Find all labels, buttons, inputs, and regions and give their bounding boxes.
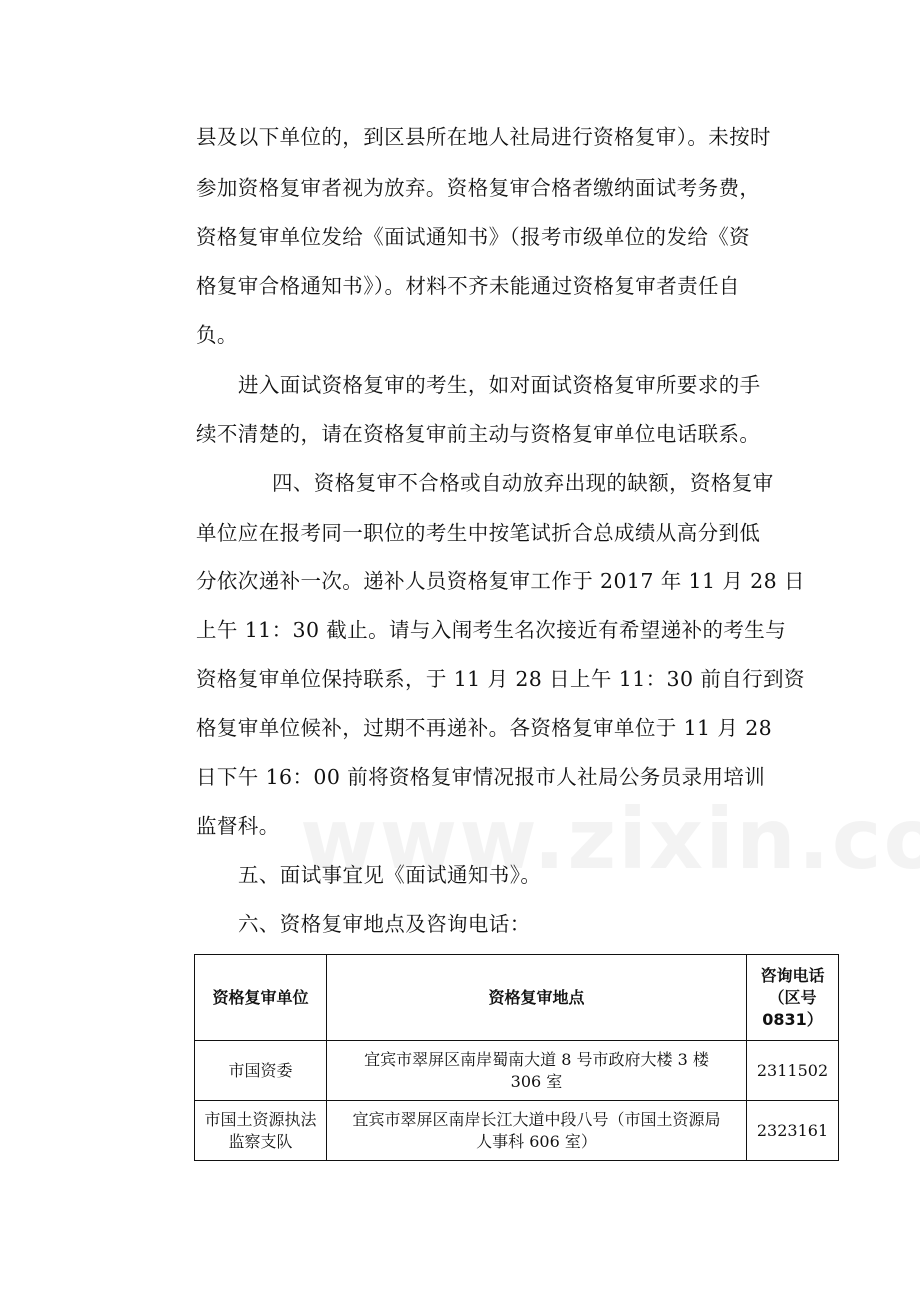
header-unit: 资格复审单位: [195, 955, 327, 1041]
row-2-phone: 2323161: [747, 1101, 839, 1161]
row-1-address-line-2: 306 室: [510, 1071, 563, 1091]
row-2-address-line-1: 宜宾市翠屏区南岸长江大道中段八号（市国土资源局: [352, 1109, 721, 1129]
paragraph-1-line-5: 负。: [196, 323, 238, 347]
header-phone: [747, 955, 839, 1041]
row-2-unit-line-1: 市国土资源执法: [204, 1109, 317, 1129]
paragraph-1-line-3: 资格复审单位发给《面试通知书》（报考市级单位的发给《资: [196, 225, 751, 249]
row-2-unit-line-2: 监察支队: [228, 1131, 293, 1151]
row-1-address-line-1: 宜宾市翠屏区南岸蜀南大道 8 号市政府大楼 3 楼: [364, 1049, 709, 1069]
header-address: 资格复审地点: [327, 955, 747, 1041]
paragraph-1-line-1: 县及以下单位的，到区县所在地人社局进行资格复审）。未按时: [196, 125, 771, 149]
paragraph-2-line-1: 进入面试资格复审的考生，如对面试资格复审所要求的手: [238, 373, 761, 397]
paragraph-3-line-3: 分依次递补一次。递补人员资格复审工作于 2017 年 11 月 28 日: [196, 569, 805, 593]
header-phone-line-3: 0831）: [762, 1009, 823, 1029]
paragraph-1-line-4: 格复审合格通知书》）。材料不齐未能通过资格复审者责任自: [196, 274, 740, 298]
row-1-unit: [195, 1041, 327, 1101]
paragraph-3-line-6: 格复审单位候补，过期不再递补。各资格复审单位于 11 月 28: [196, 716, 773, 740]
section-6-heading: 六、资格复审地点及咨询电话：: [238, 912, 531, 936]
table-row: [195, 1041, 839, 1101]
paragraph-3-line-2: 单位应在报考同一职位的考生中按笔试折合总成绩从高分到低: [196, 521, 761, 545]
table-row: [195, 1101, 839, 1161]
row-1-phone: 2311502: [747, 1041, 839, 1101]
paragraph-2-line-2: 续不清楚的，请在资格复审前主动与资格复审单位电话联系。: [196, 422, 761, 446]
table-header-row: [195, 955, 839, 1041]
paragraph-3-line-8: 监督科。: [196, 814, 280, 838]
row-2-unit: [195, 1101, 327, 1161]
section-5-heading: 五、面试事宜见《面试通知书》。: [238, 863, 542, 887]
paragraph-3-line-1: 四、资格复审不合格或自动放弃出现的缺额，资格复审: [272, 471, 774, 495]
row-2-address: [327, 1101, 747, 1161]
row-1-unit-line-1: 市国资委: [228, 1060, 293, 1080]
review-location-table: [194, 954, 839, 1161]
paragraph-3-line-4: 上午 11：30 截止。请与入闱考生名次接近有希望递补的考生与: [196, 618, 787, 642]
paragraph-1-line-2: 参加资格复审者视为放弃。资格复审合格者缴纳面试考务费，: [196, 176, 761, 200]
header-phone-line-1: 咨询电话: [760, 965, 825, 985]
row-2-address-line-2: 人事科 606 室）: [476, 1131, 597, 1151]
row-1-address: [327, 1041, 747, 1101]
paragraph-3-line-5: 资格复审单位保持联系，于 11 月 28 日上午 11：30 前自行到资: [196, 667, 805, 691]
paragraph-3-line-7: 日下午 16：00 前将资格复审情况报市人社局公务员录用培训: [196, 765, 766, 789]
header-phone-line-2: （区号: [768, 987, 817, 1007]
